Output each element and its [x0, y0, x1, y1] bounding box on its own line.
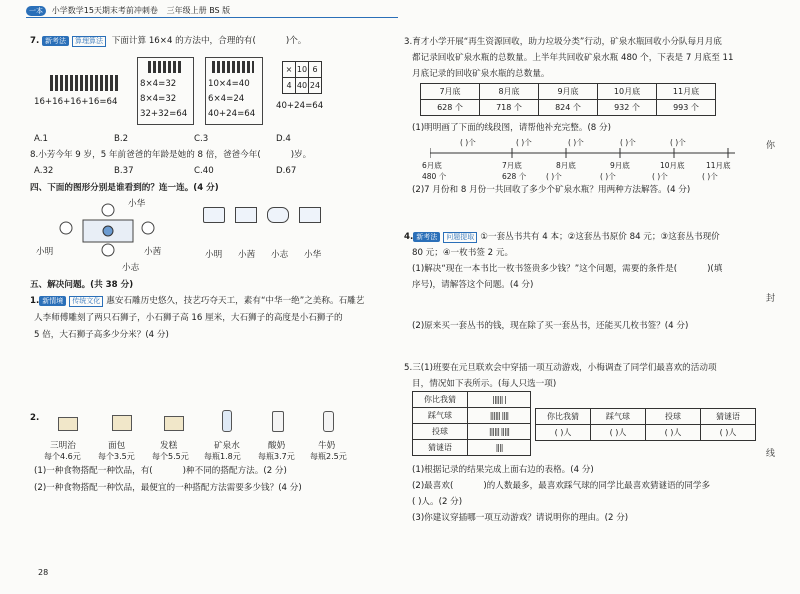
header: [26, 5, 230, 16]
yogurt-icon: [272, 411, 284, 432]
series-title: 小学数学15天期末考前冲刺卷: [51, 6, 158, 15]
q3-line1: 3.育才小学开展“再生资源回收，助力垃圾分类”行动，矿泉水瓶回收小分队每月月底: [404, 37, 722, 47]
view-shape-3[interactable]: [267, 207, 289, 223]
q7-opt-c[interactable]: C.3: [194, 134, 209, 144]
scene-name-right: 小茜: [144, 247, 162, 257]
q7-b-line1: 8×4=32: [140, 79, 177, 89]
q4-line1: 4. 新考法 问题提取 ①一套丛书共有 4 本；②这套丛书原价 84 元；③这套丛书现价: [404, 232, 720, 242]
q4-s1: (1)解决“现在一本书比一枚书签贵多少钱？”这个问题，需要的条件是( )(填: [412, 264, 723, 274]
q4-s2: (2)原来买一套丛书的钱，现在除了买一套丛书，还能买几枚书签？(4 分): [412, 321, 689, 331]
sec5-q1-line2: 人李师傅雕刻了两只石狮子，小石狮子高 16 厘米，大石狮子的高度是小石狮子的: [34, 313, 343, 323]
q5-s2: (2)最喜欢( )的人数最多，最喜欢踩气球的同学比最喜欢猜谜语的同学多: [412, 481, 711, 491]
q7-option-d-grid: × 10 6 4 40 24: [282, 61, 322, 94]
sec4-title: 四、下面的图形分别是谁看到的？连一连。(4 分): [30, 183, 219, 193]
q2-s2: (2)一种食物搭配一种饮品，最便宜的一种搭配方法需要多少钱？(4 分): [34, 483, 302, 493]
q7-d-sum: 40+24=64: [276, 101, 324, 111]
view-shape-1[interactable]: [203, 207, 225, 223]
view-name-1: 小明: [205, 250, 223, 260]
q3-line2: 都记录回收矿泉水瓶的总数量。上半年共回收矿泉水瓶 480 个，下表是 7 月底至 11: [412, 53, 734, 63]
q8-stem: 8.小芳今年 9 岁，5 年前爸爸的年龄是她的 8 倍，爸爸今年( )岁。: [30, 150, 312, 160]
margin-char-2: 封: [766, 294, 776, 304]
q7-c-line2: 6×4=24: [208, 94, 245, 104]
q7-option-c-dots: [212, 61, 254, 73]
sec5-q2-num: 2.: [30, 413, 40, 423]
q7-c-line1: 10×4=40: [208, 79, 250, 89]
water-bottle-icon: [222, 410, 232, 432]
scene-name-top: 小华: [128, 199, 146, 209]
scene-name-left: 小明: [36, 247, 54, 257]
q5-s3: (3)你建议穿插哪一项互动游戏？请说明你的理由。(2 分): [412, 513, 629, 523]
q7-badge: 新考法: [42, 36, 69, 46]
q7-option-a-dots: [50, 75, 120, 91]
q5-line1: 5.三(1)班要在元旦联欢会中穿插一项互动游戏，小梅调查了同学们最喜欢的活动项: [404, 363, 717, 373]
result-table[interactable]: 你比我猜 踩气球 投球 猜谜语 ( )人 ( )人 ( )人 ( )人: [535, 408, 756, 441]
q7-option-b-dots: [148, 61, 182, 73]
segment-diagram: [430, 146, 750, 160]
q5-s1: (1)根据记录的结果完成上面右边的表格。(4 分): [412, 465, 594, 475]
q8-opt-b[interactable]: B.37: [114, 166, 134, 176]
margin-char-1: 你: [766, 141, 776, 151]
sandwich-icon: [58, 417, 78, 431]
q7-b-line2: 8×4=32: [140, 94, 177, 104]
q3-line3: 月底记录的回收矿泉水瓶的总数量。: [412, 69, 550, 79]
view-name-2: 小茜: [238, 250, 256, 260]
q8-opt-d[interactable]: D.67: [276, 166, 297, 176]
q5-line2: 目，情况如下表所示。(每人只选一项): [412, 379, 557, 389]
view-name-3: 小志: [271, 250, 289, 260]
q5-s2c: ( )人。(2 分): [412, 497, 463, 507]
q7-option-a-expr: 16+16+16+16=64: [34, 97, 118, 107]
q7-opt-d[interactable]: D.4: [276, 134, 291, 144]
scene-name-bottom: 小志: [122, 263, 140, 273]
q7-stem: 7. 新考法 算理算法 下面计算 16×4 的方法中，合理的有( )个。: [30, 36, 307, 46]
q7-badge2: 算理算法: [72, 36, 106, 47]
logo: 一本: [26, 6, 46, 16]
sec5-title: 五、解决问题。(共 38 分): [30, 280, 134, 290]
page-number: 28: [38, 568, 49, 577]
q7-c-line3: 40+24=64: [208, 109, 256, 119]
view-shape-2[interactable]: [235, 207, 257, 223]
q7-b-line3: 32+32=64: [140, 109, 188, 119]
q3-table: 7月底 8月底 9月底 10月底 11月底 628 个 718 个 824 个 932 个 993 个: [420, 83, 716, 116]
margin-char-3: 线: [766, 449, 776, 459]
q7-opt-a[interactable]: A.1: [34, 134, 48, 144]
q3-s2: (2)7 月份和 8 月份一共回收了多少个矿泉水瓶？用两种方法解答。(4 分): [412, 185, 691, 195]
sec5-q1-line1: 1. 新情境 传统文化 惠安石雕历史悠久，技艺巧夺天工，素有“中华一绝”之美称。石雕艺: [30, 296, 365, 306]
cake-icon: [164, 416, 184, 431]
q8-opt-c[interactable]: C.40: [194, 166, 214, 176]
view-name-4: 小华: [304, 250, 322, 260]
q8-opt-a[interactable]: A.32: [34, 166, 54, 176]
header-rule: [26, 17, 398, 18]
milk-icon: [323, 411, 334, 432]
grade-label: 三年级上册 BS 版: [166, 6, 231, 15]
sec5-q1-line3: 5 倍，大石狮子高多少分米？(4 分): [34, 330, 169, 340]
q4-s1b: 序号)，请解答这个问题。(4 分): [412, 280, 534, 290]
tally-table: 你比我猜 |||||| | 踩气球 |||||| |||| 投球 |||||| ||||| 猜谜语 ||||: [412, 391, 531, 456]
q2-s1: (1)一种食物搭配一种饮品，有( )种不同的搭配方法。(2 分): [34, 466, 287, 476]
bread-icon: [112, 415, 132, 431]
q7-opt-b[interactable]: B.2: [114, 134, 129, 144]
view-shape-4[interactable]: [299, 207, 321, 223]
q3-s1: (1)明明画了下面的线段图，请帮他补充完整。(8 分): [412, 123, 611, 133]
q4-line2: 80 元；④一枚书签 2 元。: [412, 248, 514, 258]
